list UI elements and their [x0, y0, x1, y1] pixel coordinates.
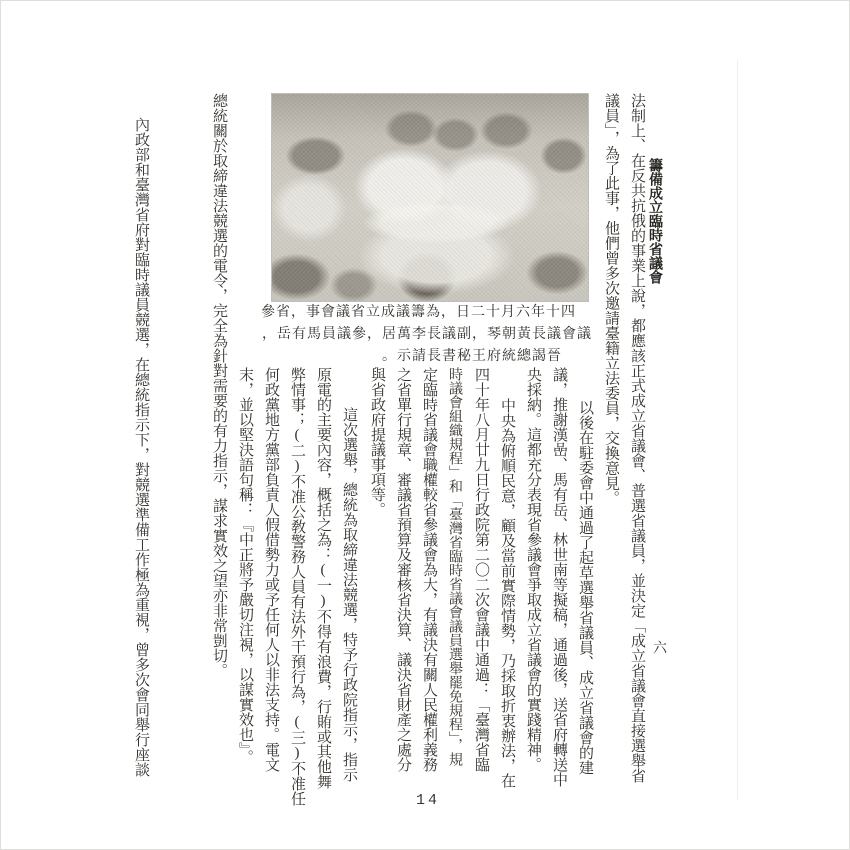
- photo-caption-line-1: 參省，事會議省立成議籌為，日二十月六年十四: [261, 305, 576, 320]
- section-header-title: 籌備成立臨時省議會: [647, 158, 662, 284]
- page-edge-line: [737, 60, 738, 800]
- text-column-5: 央採納。這都充分表現省參議會爭取成立省議會的實踐精神。: [525, 367, 541, 772]
- text-column-11: 與省政府提議事項等。: [369, 367, 385, 517]
- text-column-10: 之省單行規章、審議省預算及審核省決算、議決省財產之處分: [395, 367, 411, 772]
- photo-banquet-meeting-scene: [271, 93, 589, 302]
- text-column-14: 弊情事；(二)不准公敎警務人員有法外干預行為，(三)不准任: [289, 367, 305, 806]
- text-column-15: 何政黨地方黨部負責人假借勢力或予任何人以非法支持。電文: [263, 367, 279, 772]
- page-number: 14: [416, 792, 441, 809]
- text-column-17: 總統關於取締違法競選的電令，完全為針對需要的有力指示，謀求實效之望亦非常剴切。: [211, 93, 227, 678]
- text-column-7: 四十年八月廿九日行政院第二〇二次會議中通過：「臺灣省臨: [473, 367, 489, 772]
- photo-caption-line-3: 。示請長書秘王府統總謁晉: [382, 349, 562, 364]
- text-column-2: 議員」，為了此事，他們曾多次邀請臺籍立法委員，交換意見。: [603, 93, 619, 506]
- text-column-1: 法制上、在反共抗俄的事業上說，都應該正式成立省議會、普選省議員，並決定「成立省議會直接選舉省: [629, 93, 645, 783]
- text-column-13: 原電的主要內容，概括之為：(一)不得有浪費，行賄或其他舞: [315, 367, 331, 789]
- text-column-6: 中央為俯順民意，顧及當前實際情勢，乃採取折衷辦法，在: [499, 398, 515, 788]
- text-column-12: 這次選舉，總統為取締違法競選，特予行政院指示，指示: [341, 407, 357, 782]
- text-column-4: 議，推謝漢嵒、馬有岳、林世南等擬稿，通過後，送省府轉送中: [551, 367, 567, 787]
- margin-section-number: 六: [651, 640, 666, 654]
- photo-caption-line-2: ，岳有馬員議參，居萬李長議副，琴朝黃長議會議: [262, 327, 592, 342]
- text-column-3: 以後在駐委會中通過了起草選舉省議員、成立省議會的建: [577, 400, 593, 775]
- text-column-16: 末，並以堅決語句稱：『中正將予嚴切注視，以謀實效也』。: [237, 367, 253, 765]
- text-column-8: 時議會組織規程」和「臺灣省臨時省議會議員選舉罷免規程」，規: [447, 367, 462, 766]
- text-column-9: 定臨時省議會職權較省參議會為大，有議決有關人民權利義務: [421, 367, 437, 772]
- text-column-18: 內政部和臺灣省府對臨時議員競選，在總統指示下，對競選準備工作極為重視，曾多次會同舉行座談: [133, 117, 149, 777]
